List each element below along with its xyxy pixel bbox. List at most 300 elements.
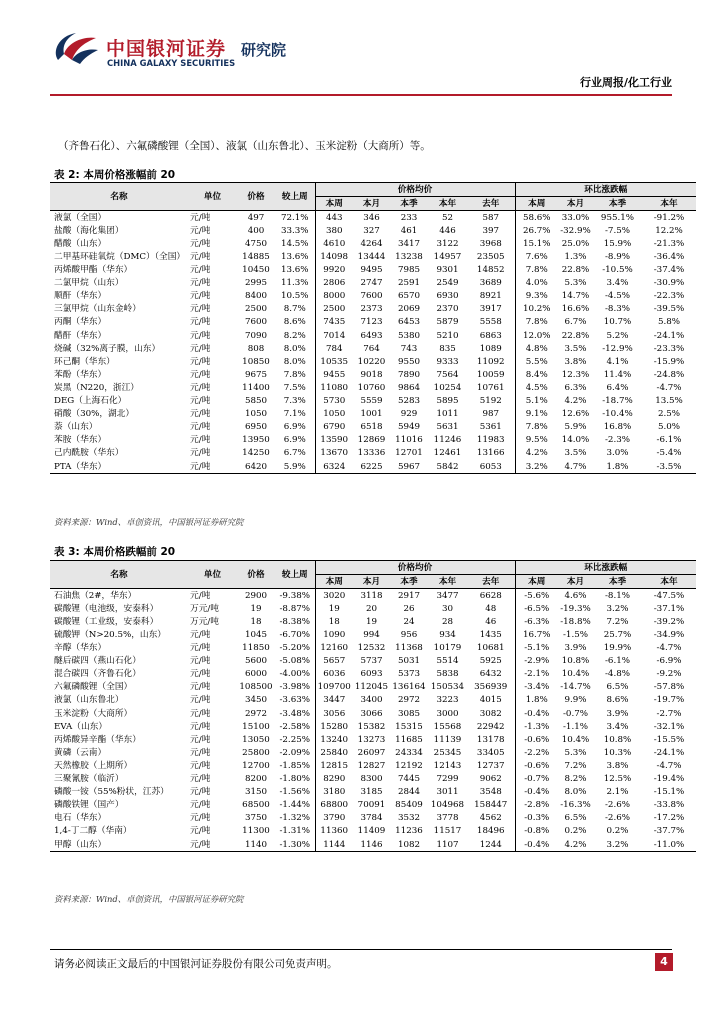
cell-wow: 6.9% xyxy=(283,422,306,433)
cell-price: 1045 xyxy=(244,630,268,641)
cell-chg-year: -24.1% xyxy=(653,747,685,758)
cell-avg-last-year: 987 xyxy=(482,409,500,420)
col-header-chg-week: 本周 xyxy=(515,197,558,211)
cell-chg-month: 6.5% xyxy=(564,813,587,824)
cell-chg-week: 7.8% xyxy=(515,421,558,434)
cell-chg-year: -37.4% xyxy=(653,265,685,276)
cell-chg-month: 22.8% xyxy=(561,330,590,341)
cell-chg-week: 16.7% xyxy=(515,628,558,641)
cell-chg-year: -19.4% xyxy=(653,774,685,785)
cell-name: 二氯甲烷（山东） xyxy=(54,278,124,289)
cell-chg-year: -32.1% xyxy=(653,721,685,732)
cell-chg-year: -39.2% xyxy=(653,616,685,627)
cell-name: 液氯（全国） xyxy=(54,212,107,223)
cell-avg-quarter: 2591 xyxy=(397,278,421,289)
cell-avg-year: 12461 xyxy=(433,448,462,459)
cell-price: 400 xyxy=(247,225,265,236)
cell-avg-month: 327 xyxy=(363,225,380,236)
cell-chg-week: 7.6% xyxy=(515,250,558,263)
cell-unit: 元/吨 xyxy=(190,695,211,706)
cell-name: 醋酐（华东） xyxy=(54,330,107,341)
cell-avg-week: 5657 xyxy=(315,655,353,668)
cell-chg-month: -19.3% xyxy=(560,603,591,614)
cell-unit: 万元/吨 xyxy=(190,616,219,627)
cell-avg-month: 2747 xyxy=(360,278,383,289)
cell-chg-year: -37.1% xyxy=(653,603,685,614)
cell-wow: 5.9% xyxy=(283,461,306,472)
cell-chg-week: 4.5% xyxy=(515,381,558,394)
cell-avg-last-year: 11983 xyxy=(476,435,505,446)
cell-unit: 元/吨 xyxy=(190,252,211,263)
cell-avg-week: 13670 xyxy=(315,447,353,460)
table-row xyxy=(50,615,696,628)
cell-avg-year: 5879 xyxy=(436,317,459,328)
cell-avg-month: 7123 xyxy=(360,317,383,328)
table3-price-decrease xyxy=(50,560,696,852)
cell-avg-year: 15568 xyxy=(433,721,462,732)
cell-avg-month: 3185 xyxy=(360,787,383,798)
cell-chg-quarter: 10.7% xyxy=(603,317,632,328)
cell-avg-quarter: 24334 xyxy=(395,747,423,758)
cell-avg-quarter: 13238 xyxy=(395,252,423,263)
cell-wow: -6.70% xyxy=(279,630,311,641)
cell-price: 1140 xyxy=(244,839,268,850)
cell-price: 10850 xyxy=(242,356,270,367)
cell-unit: 元/吨 xyxy=(190,800,211,811)
cell-avg-year: 104968 xyxy=(430,800,465,811)
cell-unit: 元/吨 xyxy=(190,747,211,758)
cell-chg-quarter: 3.2% xyxy=(606,603,629,614)
cell-chg-month: 12.3% xyxy=(561,369,590,380)
col-header-chg-week: 本周 xyxy=(515,575,558,589)
logo-chinese-name: 中国银河证券 xyxy=(106,38,227,60)
cell-chg-week: -0.6% xyxy=(515,759,558,772)
table-row xyxy=(50,460,696,474)
cell-avg-last-year: 3689 xyxy=(479,278,502,289)
cell-avg-last-year: 22942 xyxy=(476,721,505,732)
cell-avg-quarter: 12192 xyxy=(395,760,423,771)
cell-name: 天然橡胶（上期所） xyxy=(54,760,133,771)
cell-chg-year: 5.8% xyxy=(657,317,681,328)
col-header-chg-year: 本年 xyxy=(642,575,696,589)
cell-avg-year: 28 xyxy=(441,616,454,627)
cell-price: 9675 xyxy=(244,369,268,380)
cell-name: 甲醇（山东） xyxy=(54,839,107,850)
cell-unit: 元/吨 xyxy=(190,435,211,446)
cell-avg-last-year: 4015 xyxy=(479,695,502,706)
col-header-wow: 较上周 xyxy=(275,183,315,211)
table-row xyxy=(50,447,696,460)
cell-avg-quarter: 11685 xyxy=(395,734,423,745)
cell-wow: -2.25% xyxy=(279,734,311,745)
cell-avg-year: 11139 xyxy=(433,734,462,745)
cell-avg-year: 5631 xyxy=(436,422,459,433)
cell-avg-month: 3066 xyxy=(360,708,383,719)
cell-unit: 元/吨 xyxy=(190,291,211,302)
cell-avg-last-year: 13178 xyxy=(476,734,505,745)
cell-price: 6950 xyxy=(244,422,268,433)
cell-avg-week: 443 xyxy=(315,211,353,225)
cell-chg-quarter: 1.8% xyxy=(606,461,629,472)
cell-price: 12700 xyxy=(242,760,270,771)
cell-name: 液氯（山东鲁北） xyxy=(54,695,124,706)
cell-chg-year: -22.3% xyxy=(653,291,685,302)
cell-price: 13950 xyxy=(242,435,270,446)
cell-avg-last-year: 11092 xyxy=(476,356,505,367)
table-row xyxy=(50,655,696,668)
cell-name: 丙烯酸甲酯（华东） xyxy=(54,265,133,276)
cell-wow: 6.7% xyxy=(283,448,306,459)
cell-price: 7600 xyxy=(244,317,268,328)
cell-price: 6420 xyxy=(244,461,268,472)
cell-wow: 8.2% xyxy=(283,330,306,341)
table2-source: 资料来源：Wind、卓创资讯，中国银河证券研究院 xyxy=(54,517,244,527)
cell-chg-month: -14.7% xyxy=(560,682,591,693)
cell-avg-month: 10220 xyxy=(357,356,386,367)
cell-chg-month: 12.6% xyxy=(561,409,590,420)
cell-avg-year: 3477 xyxy=(436,590,459,601)
cell-unit: 元/吨 xyxy=(190,656,211,667)
cell-avg-month: 5737 xyxy=(360,656,383,667)
cell-unit: 万元/吨 xyxy=(190,603,219,614)
cell-chg-week: -1.3% xyxy=(515,720,558,733)
cell-chg-month: 14.0% xyxy=(561,435,590,446)
cell-wow: -1.85% xyxy=(279,760,311,771)
cell-unit: 元/吨 xyxy=(190,708,211,719)
cell-name: 石油焦（2#，华东） xyxy=(54,590,137,601)
cell-wow: -1.31% xyxy=(279,826,311,837)
logo-english-name: CHINA GALAXY SECURITIES xyxy=(107,58,236,68)
cell-name: 顺酐（华东） xyxy=(54,291,107,302)
col-header-name: 名称 xyxy=(50,561,188,589)
cell-chg-month: 4.7% xyxy=(564,461,587,472)
cell-avg-quarter: 3417 xyxy=(397,238,421,249)
cell-chg-month: 3.8% xyxy=(564,356,587,367)
cell-chg-year: -57.8% xyxy=(653,682,685,693)
cell-price: 11300 xyxy=(242,826,270,837)
cell-avg-quarter: 85409 xyxy=(395,800,423,811)
cell-chg-week: -6.3% xyxy=(515,615,558,628)
table-row xyxy=(50,303,696,316)
cell-avg-last-year: 3082 xyxy=(479,708,502,719)
table-row xyxy=(50,759,696,772)
cell-avg-last-year: 158447 xyxy=(474,800,508,811)
cell-chg-week: -0.4% xyxy=(515,786,558,799)
cell-avg-year: 150534 xyxy=(430,682,465,693)
cell-avg-week: 25840 xyxy=(315,746,353,759)
cell-price: 2900 xyxy=(244,590,268,601)
cell-chg-quarter: 15.9% xyxy=(603,238,632,249)
cell-name: 醚后碳四（燕山石化） xyxy=(54,656,141,667)
cell-avg-quarter: 5031 xyxy=(397,656,421,667)
col-header-last-year: 去年 xyxy=(467,575,515,589)
col-header-week: 本周 xyxy=(315,197,353,211)
cell-avg-last-year: 587 xyxy=(482,212,500,223)
table-row xyxy=(50,628,696,641)
cell-unit: 元/吨 xyxy=(190,212,211,223)
cell-chg-month: 14.7% xyxy=(561,291,590,302)
cell-unit: 元/吨 xyxy=(190,448,211,459)
cell-name: 磷酸一铵（55%粉状，江苏） xyxy=(54,787,169,798)
cell-chg-week: -5.1% xyxy=(515,642,558,655)
cell-name: 环己酮（华东） xyxy=(54,356,115,367)
cell-wow: -8.87% xyxy=(279,603,311,614)
cell-name: 盐酸（海化集团） xyxy=(54,225,124,236)
cell-avg-month: 12532 xyxy=(357,643,386,654)
cell-chg-month: 5.9% xyxy=(564,422,587,433)
cell-name: 三氯甲烷（山东金岭） xyxy=(54,304,141,315)
cell-avg-year: 2549 xyxy=(436,278,459,289)
cell-avg-year: 10179 xyxy=(433,643,462,654)
cell-chg-month: 6.3% xyxy=(564,382,587,393)
cell-avg-year: 5895 xyxy=(436,396,459,407)
table-row xyxy=(50,421,696,434)
table-row xyxy=(50,237,696,250)
cell-price: 11850 xyxy=(242,643,270,654)
cell-avg-quarter: 5373 xyxy=(397,669,421,680)
cell-chg-quarter: 6.4% xyxy=(606,382,629,393)
cell-price: 4750 xyxy=(244,238,268,249)
col-header-price: 价格 xyxy=(237,183,275,211)
cell-avg-quarter: 233 xyxy=(400,212,418,223)
table-row xyxy=(50,355,696,368)
footer-disclaimer: 请务必阅读正文最后的中国银河证券股份有限公司免责声明。 xyxy=(54,958,338,970)
table-row xyxy=(50,838,696,852)
cell-chg-quarter: 3.4% xyxy=(606,278,629,289)
cell-price: 808 xyxy=(247,343,265,354)
cell-unit: 元/吨 xyxy=(190,774,211,785)
cell-avg-month: 346 xyxy=(363,212,380,223)
cell-chg-year: -24.1% xyxy=(653,330,685,341)
cell-avg-week: 3020 xyxy=(315,589,353,603)
cell-price: 2500 xyxy=(244,304,268,315)
cell-chg-month: -0.7% xyxy=(562,708,588,719)
cell-unit: 元/吨 xyxy=(190,760,211,771)
cell-avg-week: 3180 xyxy=(315,786,353,799)
cell-avg-year: 2370 xyxy=(436,304,459,315)
cell-name: 炭黑（N220，浙江） xyxy=(54,382,139,393)
cell-price: 3150 xyxy=(244,787,268,798)
cell-avg-month: 3118 xyxy=(360,590,383,601)
cell-avg-month: 5559 xyxy=(360,396,383,407)
cell-chg-week: 8.4% xyxy=(515,368,558,381)
galaxy-logo-icon xyxy=(50,30,100,66)
cell-avg-year: 934 xyxy=(439,630,456,641)
cell-chg-quarter: 12.5% xyxy=(603,774,632,785)
cell-chg-quarter: 8.6% xyxy=(606,695,629,706)
cell-chg-quarter: -4.8% xyxy=(604,669,630,680)
cell-chg-quarter: -4.5% xyxy=(604,291,630,302)
cell-avg-year: 7299 xyxy=(436,774,459,785)
cell-name: 苯胺（华东） xyxy=(54,435,107,446)
cell-unit: 元/吨 xyxy=(190,826,211,837)
cell-avg-last-year: 23505 xyxy=(476,252,505,263)
cell-avg-quarter: 2972 xyxy=(397,695,421,706)
table-row xyxy=(50,707,696,720)
cell-chg-week: 3.2% xyxy=(515,460,558,474)
cell-avg-week: 1090 xyxy=(315,628,353,641)
cell-price: 15100 xyxy=(242,721,270,732)
table3-caption: 表 3: 本周价格跌幅前 20 xyxy=(54,546,176,558)
cell-avg-quarter: 136164 xyxy=(392,682,426,693)
col-header-quarter: 本季 xyxy=(390,197,428,211)
table-row xyxy=(50,773,696,786)
cell-chg-week: 4.2% xyxy=(515,447,558,460)
cell-wow: -1.80% xyxy=(279,774,311,785)
cell-name: 1,4-丁二醇（华南） xyxy=(54,826,132,837)
cell-avg-last-year: 6053 xyxy=(479,461,502,472)
cell-name: 混合碳四（齐鲁石化） xyxy=(54,669,141,680)
cell-chg-week: -0.3% xyxy=(515,812,558,825)
cell-price: 108500 xyxy=(239,682,273,693)
cell-avg-week: 11080 xyxy=(315,381,353,394)
cell-chg-year: -3.5% xyxy=(656,461,682,472)
cell-chg-year: -15.9% xyxy=(653,356,685,367)
cell-unit: 元/吨 xyxy=(190,839,211,850)
cell-wow: 8.0% xyxy=(283,343,306,354)
cell-wow: 10.5% xyxy=(280,291,309,302)
cell-avg-year: 12143 xyxy=(433,760,462,771)
col-header-name: 名称 xyxy=(50,183,188,211)
cell-chg-week: -3.4% xyxy=(515,681,558,694)
table-row xyxy=(50,342,696,355)
cell-avg-month: 764 xyxy=(363,343,380,354)
cell-unit: 元/吨 xyxy=(190,721,211,732)
cell-chg-month: 4.6% xyxy=(564,590,587,601)
cell-avg-quarter: 7890 xyxy=(397,369,421,380)
table-row xyxy=(50,602,696,615)
table-row xyxy=(50,395,696,408)
table-row xyxy=(50,786,696,799)
cell-avg-week: 11360 xyxy=(315,825,353,838)
cell-wow: 7.5% xyxy=(283,382,306,393)
col-header-year: 本年 xyxy=(428,197,467,211)
cell-chg-month: 3.5% xyxy=(564,448,587,459)
cell-avg-last-year: 8921 xyxy=(479,291,502,302)
col-header-chg-month: 本月 xyxy=(558,197,593,211)
cell-chg-month: -32.9% xyxy=(560,225,591,236)
cell-chg-week: 7.8% xyxy=(515,264,558,277)
cell-avg-week: 8000 xyxy=(315,290,353,303)
cell-avg-week: 784 xyxy=(315,342,353,355)
cell-chg-quarter: 3.4% xyxy=(606,721,629,732)
cell-avg-year: 14957 xyxy=(433,252,462,263)
cell-unit: 元/吨 xyxy=(190,630,211,641)
cell-price: 14250 xyxy=(242,448,270,459)
cell-chg-year: -33.8% xyxy=(653,800,685,811)
cell-chg-week: 4.0% xyxy=(515,277,558,290)
cell-chg-quarter: 6.5% xyxy=(606,682,629,693)
table-row xyxy=(50,277,696,290)
col-header-year: 本年 xyxy=(428,575,467,589)
cell-avg-quarter: 5949 xyxy=(397,422,421,433)
cell-avg-week: 19 xyxy=(315,602,353,615)
cell-avg-quarter: 3085 xyxy=(397,708,421,719)
cell-chg-week: 9.5% xyxy=(515,434,558,447)
cell-avg-week: 2500 xyxy=(315,303,353,316)
cell-avg-last-year: 4562 xyxy=(479,813,502,824)
cell-avg-week: 5730 xyxy=(315,395,353,408)
col-header-wow: 较上周 xyxy=(275,561,315,589)
cell-wow: -2.58% xyxy=(279,721,311,732)
cell-avg-last-year: 46 xyxy=(485,616,497,627)
col-header-month: 本月 xyxy=(353,575,390,589)
cell-chg-year: -2.7% xyxy=(656,708,682,719)
cell-avg-month: 2373 xyxy=(360,304,383,315)
cell-avg-week: 1144 xyxy=(315,838,353,852)
cell-avg-last-year: 10761 xyxy=(476,382,505,393)
cell-avg-month: 20 xyxy=(365,603,378,614)
cell-avg-month: 3400 xyxy=(360,695,383,706)
table-row xyxy=(50,381,696,394)
cell-chg-year: -30.9% xyxy=(653,278,685,289)
cell-avg-week: 9455 xyxy=(315,368,353,381)
cell-chg-week: 26.7% xyxy=(515,224,558,237)
cell-name: 三聚氰胺（临沂） xyxy=(54,774,124,785)
cell-avg-month: 1001 xyxy=(360,409,383,420)
cell-chg-year: -17.2% xyxy=(653,813,685,824)
cell-avg-last-year: 10059 xyxy=(476,369,505,380)
cell-avg-month: 6225 xyxy=(360,461,383,472)
cell-chg-quarter: -2.6% xyxy=(604,813,630,824)
cell-avg-quarter: 1082 xyxy=(397,839,421,850)
cell-chg-year: -23.3% xyxy=(653,343,685,354)
cell-chg-quarter: 5.2% xyxy=(606,330,629,341)
cell-chg-year: 5.0% xyxy=(657,422,681,433)
cell-avg-week: 10535 xyxy=(315,355,353,368)
cell-avg-last-year: 1435 xyxy=(479,630,502,641)
cell-price: 3750 xyxy=(244,813,268,824)
cell-chg-year: -4.7% xyxy=(656,382,682,393)
cell-chg-month: 4.2% xyxy=(564,396,587,407)
cell-chg-year: -5.4% xyxy=(656,448,682,459)
cell-price: 6000 xyxy=(244,669,268,680)
cell-chg-month: 10.8% xyxy=(561,656,590,667)
cell-name: 碳酸锂（电池级，安泰科） xyxy=(54,603,159,614)
cell-avg-year: 5210 xyxy=(436,330,459,341)
cell-chg-year: -11.0% xyxy=(653,839,685,850)
cell-unit: 元/吨 xyxy=(190,356,211,367)
cell-avg-quarter: 24 xyxy=(403,616,415,627)
cell-price: 18 xyxy=(250,616,262,627)
cell-chg-quarter: 3.8% xyxy=(606,760,629,771)
cell-avg-month: 4264 xyxy=(360,238,383,249)
table-row xyxy=(50,642,696,655)
cell-avg-week: 18 xyxy=(315,615,353,628)
cell-avg-last-year: 9062 xyxy=(479,774,502,785)
cell-chg-quarter: 3.0% xyxy=(606,448,629,459)
cell-chg-year: 2.5% xyxy=(657,409,681,420)
cell-avg-last-year: 5192 xyxy=(479,396,502,407)
cell-avg-year: 446 xyxy=(439,225,456,236)
cell-unit: 元/吨 xyxy=(190,669,211,680)
cell-price: 11400 xyxy=(242,382,270,393)
cell-chg-month: -16.3% xyxy=(560,800,591,811)
cell-unit: 元/吨 xyxy=(190,461,211,472)
cell-avg-year: 9333 xyxy=(436,356,459,367)
cell-avg-year: 52 xyxy=(441,212,454,223)
cell-price: 13050 xyxy=(242,734,270,745)
cell-avg-last-year: 6628 xyxy=(479,590,502,601)
cell-wow: -4.00% xyxy=(279,669,311,680)
cell-chg-year: -19.7% xyxy=(653,695,685,706)
cell-avg-last-year: 397 xyxy=(482,225,500,236)
cell-chg-quarter: -12.9% xyxy=(602,343,633,354)
table-row xyxy=(50,825,696,838)
cell-wow: 14.5% xyxy=(280,238,309,249)
cell-avg-month: 11409 xyxy=(357,826,386,837)
cell-unit: 元/吨 xyxy=(190,225,211,236)
